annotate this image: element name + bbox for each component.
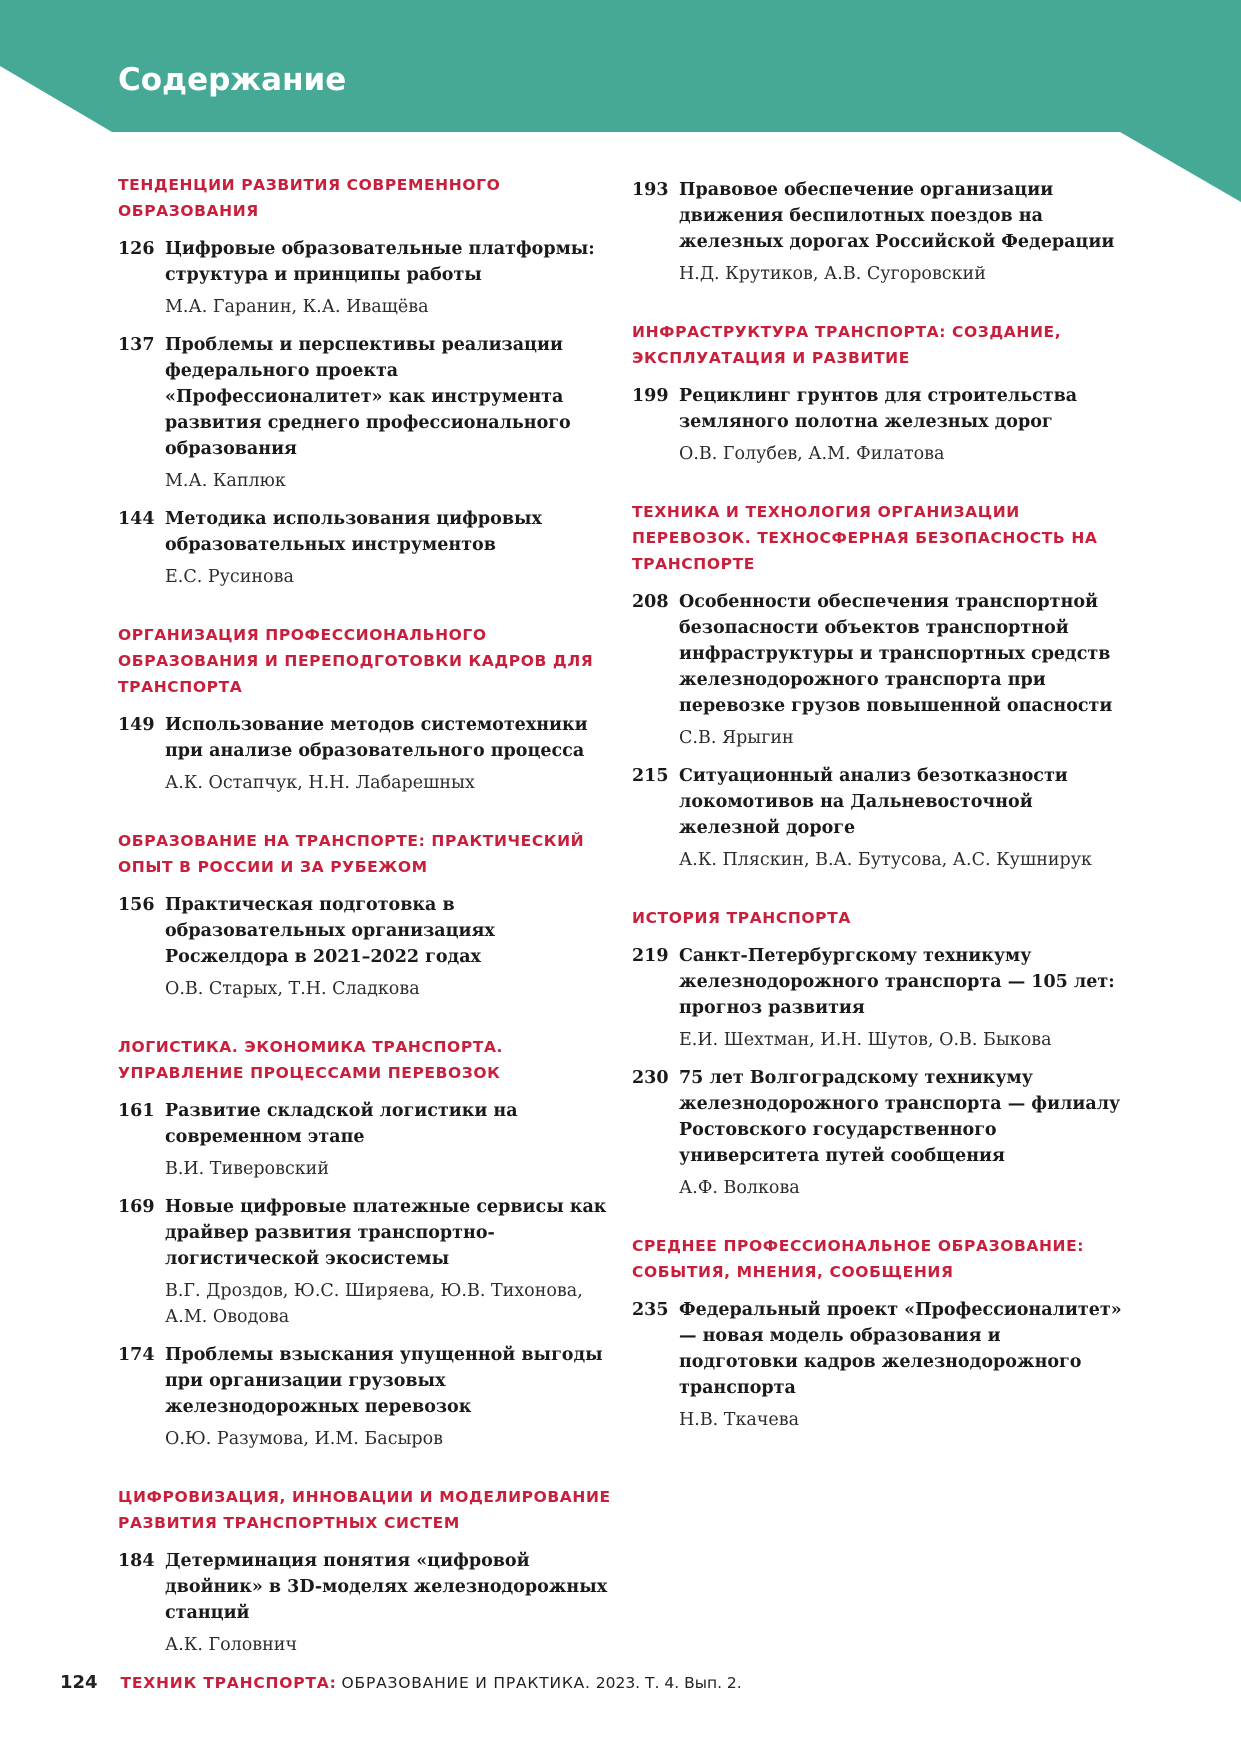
toc-entry[interactable] bbox=[118, 332, 618, 494]
article-title: Развитие складской логистики на современном этапе bbox=[165, 1101, 518, 1147]
toc-section bbox=[632, 905, 1124, 1201]
toc-section bbox=[632, 1233, 1124, 1433]
article-page-number: 184 bbox=[118, 1551, 155, 1571]
toc-entry[interactable] bbox=[632, 383, 1124, 467]
section-title: ЦИФРОВИЗАЦИЯ, ИННОВАЦИИ И МОДЕЛИРОВАНИЕ РАЗВИТИЯ ТРАНСПОРТНЫХ СИСТЕМ bbox=[118, 1488, 611, 1532]
toc-entry[interactable] bbox=[118, 236, 618, 320]
article-body bbox=[165, 506, 618, 590]
section-title: ИСТОРИЯ ТРАНСПОРТА bbox=[632, 909, 851, 927]
section-title: ИНФРАСТРУКТУРА ТРАНСПОРТА: СОЗДАНИЕ, ЭКСПЛУАТАЦИЯ И РАЗВИТИЕ bbox=[632, 323, 1062, 367]
toc-section bbox=[118, 172, 618, 590]
footer-issue: 2023. Т. 4. Вып. 2. bbox=[595, 1674, 742, 1692]
article-title: Практическая подготовка в образовательных организациях Росжелдора в 2021–2022 годах bbox=[165, 895, 495, 967]
toc-entry[interactable] bbox=[118, 712, 618, 796]
article-page-number: 199 bbox=[632, 386, 669, 406]
article-page-number: 219 bbox=[632, 946, 669, 966]
toc-section bbox=[118, 1034, 618, 1452]
article-title: Проблемы взыскания упущенной выгоды при организации грузовых железнодорожных перевозок bbox=[165, 1345, 603, 1417]
article-page-number: 161 bbox=[118, 1101, 155, 1121]
toc-section bbox=[632, 319, 1124, 467]
toc-entry[interactable] bbox=[118, 506, 618, 590]
article-body bbox=[679, 943, 1124, 1053]
article-title: Новые цифровые платежные сервисы как драйвер развития транспортно-логистической экосистемы bbox=[165, 1197, 607, 1269]
article-body bbox=[165, 236, 618, 320]
article-authors: В.Г. Дроздов, Ю.С. Ширяева, Ю.В. Тихонова, А.М. Оводова bbox=[165, 1281, 583, 1327]
toc-entry[interactable] bbox=[632, 589, 1124, 751]
article-authors: С.В. Ярыгин bbox=[679, 728, 794, 748]
article-title: Детерминация понятия «цифровой двойник» в 3D-моделях железнодорожных станций bbox=[165, 1551, 608, 1623]
article-authors: Е.С. Русинова bbox=[165, 567, 294, 587]
article-page-number: 235 bbox=[632, 1300, 669, 1320]
article-body bbox=[165, 1098, 618, 1182]
article-page-number: 149 bbox=[118, 715, 155, 735]
section-title: ТЕХНИКА И ТЕХНОЛОГИЯ ОРГАНИЗАЦИИ ПЕРЕВОЗОК. ТЕХНОСФЕРНАЯ БЕЗОПАСНОСТЬ НА ТРАНСПОРТЕ bbox=[632, 503, 1098, 573]
article-page-number: 144 bbox=[118, 509, 155, 529]
article-body bbox=[165, 1194, 618, 1330]
section-title: ОРГАНИЗАЦИЯ ПРОФЕССИОНАЛЬНОГО ОБРАЗОВАНИЯ И ПЕРЕПОДГОТОВКИ КАДРОВ ДЛЯ ТРАНСПОРТА bbox=[118, 626, 594, 696]
article-page-number: 137 bbox=[118, 335, 155, 355]
article-title: Проблемы и перспективы реализации федерального проекта «Профессионалитет» как инструмента развития среднего профессионального образования bbox=[165, 335, 571, 459]
toc-right-column bbox=[632, 177, 1124, 1465]
article-authors: О.В. Голубев, А.М. Филатова bbox=[679, 444, 945, 464]
footer-page-number: 124 bbox=[60, 1672, 98, 1693]
article-title: Особенности обеспечения транспортной безопасности объектов транспортной инфраструктуры и транспортных средств железнодорожного транспорта при перевозке грузов повышенной опасности bbox=[679, 592, 1113, 716]
article-title: Санкт-Петербургскому техникуму железнодорожного транспорта — 105 лет: прогноз развития bbox=[679, 946, 1115, 1018]
article-title: Федеральный проект «Профессионалитет» — новая модель образования и подготовки кадров железнодорожного транспорта bbox=[679, 1300, 1122, 1398]
article-authors: В.И. Тиверовский bbox=[165, 1159, 330, 1179]
article-page-number: 169 bbox=[118, 1197, 155, 1217]
article-authors: М.А. Гаранин, К.А. Ивaщёва bbox=[165, 297, 429, 317]
article-title: Цифровые образовательные платформы: структура и принципы работы bbox=[165, 239, 595, 285]
toc-entry[interactable] bbox=[118, 1342, 618, 1452]
toc-entry[interactable] bbox=[632, 763, 1124, 873]
article-body bbox=[679, 1065, 1124, 1201]
article-authors: О.Ю. Разумова, И.М. Басыров bbox=[165, 1429, 444, 1449]
article-body bbox=[679, 763, 1124, 873]
toc-entry[interactable] bbox=[632, 943, 1124, 1053]
article-body bbox=[679, 177, 1124, 287]
article-title: Рециклинг грунтов для строительства земляного полотна железных дорог bbox=[679, 386, 1078, 432]
page-title: Содержание bbox=[118, 62, 347, 98]
article-page-number: 230 bbox=[632, 1068, 669, 1088]
toc-entry[interactable] bbox=[118, 1098, 618, 1182]
article-body bbox=[165, 1548, 618, 1658]
article-authors: А.К. Пляскин, В.А. Бутусова, А.С. Кушнирук bbox=[679, 850, 1092, 870]
toc-entry[interactable] bbox=[632, 177, 1124, 287]
section-title: ЛОГИСТИКА. ЭКОНОМИКА ТРАНСПОРТА. УПРАВЛЕНИЕ ПРОЦЕССАМИ ПЕРЕВОЗОК bbox=[118, 1038, 504, 1082]
article-authors: М.А. Каплюк bbox=[165, 471, 286, 491]
section-title: ОБРАЗОВАНИЕ НА ТРАНСПОРТЕ: ПРАКТИЧЕСКИЙ ОПЫТ В РОССИИ И ЗА РУБЕЖОМ bbox=[118, 832, 585, 876]
footer-journal-name: ТЕХНИК ТРАНСПОРТА: bbox=[120, 1674, 337, 1692]
article-authors: Н.В. Ткачева bbox=[679, 1410, 800, 1430]
toc-entry[interactable] bbox=[118, 1548, 618, 1658]
article-authors: Н.Д. Крутиков, А.В. Сугоровский bbox=[679, 264, 986, 284]
article-page-number: 208 bbox=[632, 592, 669, 612]
article-page-number: 156 bbox=[118, 895, 155, 915]
article-body bbox=[679, 1297, 1124, 1433]
article-page-number: 193 bbox=[632, 180, 669, 200]
toc-entry[interactable] bbox=[118, 1194, 618, 1330]
article-body bbox=[165, 892, 618, 1002]
article-authors: А.К. Головнич bbox=[165, 1635, 298, 1655]
article-page-number: 174 bbox=[118, 1345, 155, 1365]
toc-section bbox=[632, 499, 1124, 873]
toc-left-column bbox=[118, 172, 618, 1690]
toc-section bbox=[118, 1484, 618, 1658]
article-title: Использование методов системотехники при анализе образовательного процесса bbox=[165, 715, 588, 761]
toc-entry[interactable] bbox=[118, 892, 618, 1002]
page-footer bbox=[60, 1672, 742, 1693]
article-body bbox=[679, 383, 1124, 467]
article-authors: А.К. Остапчук, Н.Н. Лабарешных bbox=[165, 773, 475, 793]
section-title: СРЕДНЕЕ ПРОФЕССИОНАЛЬНОЕ ОБРАЗОВАНИЕ: СОБЫТИЯ, МНЕНИЯ, СООБЩЕНИЯ bbox=[632, 1237, 1085, 1281]
article-body bbox=[679, 589, 1124, 751]
article-authors: Е.И. Шехтман, И.Н. Шутов, О.В. Быкова bbox=[679, 1030, 1052, 1050]
article-authors: О.В. Старых, Т.Н. Сладкова bbox=[165, 979, 420, 999]
article-body bbox=[165, 1342, 618, 1452]
toc-entry[interactable] bbox=[632, 1297, 1124, 1433]
article-title: Ситуационный анализ безотказности локомотивов на Дальневосточной железной дороге bbox=[679, 766, 1068, 838]
article-authors: А.Ф. Волкова bbox=[679, 1178, 800, 1198]
footer-journal-subtitle: ОБРАЗОВАНИЕ И ПРАКТИКА. bbox=[341, 1674, 591, 1692]
article-page-number: 126 bbox=[118, 239, 155, 259]
toc-section bbox=[118, 622, 618, 796]
toc-entry[interactable] bbox=[632, 1065, 1124, 1201]
article-title: Правовое обеспечение организации движения беспилотных поездов на железных дорогах Российской Федерации bbox=[679, 180, 1115, 252]
toc-section bbox=[118, 828, 618, 1002]
article-page-number: 215 bbox=[632, 766, 669, 786]
article-body bbox=[165, 712, 618, 796]
article-title: 75 лет Волгоградскому техникуму железнодорожного транспорта — филиалу Ростовского государственного университета путей сообщения bbox=[679, 1068, 1121, 1166]
article-title: Методика использования цифровых образовательных инструментов bbox=[165, 509, 542, 555]
article-body bbox=[165, 332, 618, 494]
toc-section bbox=[632, 177, 1124, 287]
section-title: ТЕНДЕНЦИИ РАЗВИТИЯ СОВРЕМЕННОГО ОБРАЗОВАНИЯ bbox=[118, 176, 501, 220]
